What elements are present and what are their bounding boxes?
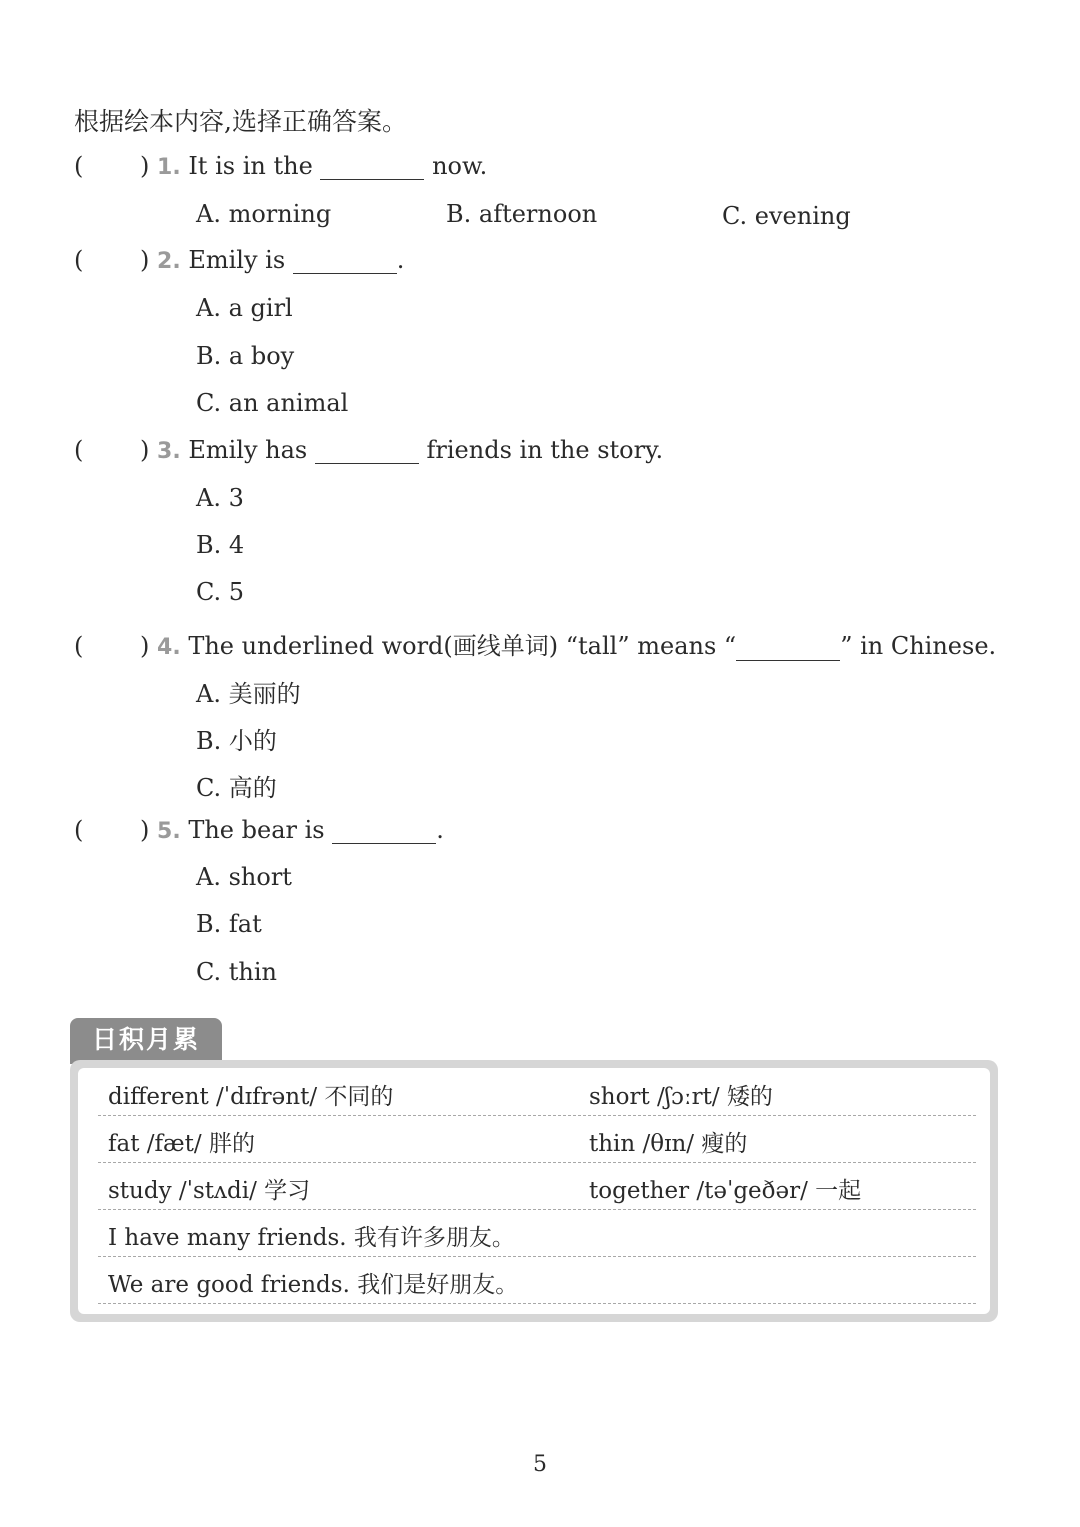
question-number: 4. [157,635,181,660]
vocab-section-title: 日积月累 [70,1018,222,1064]
question-number: 1. [157,155,181,180]
option-4c[interactable]: C. 高的 [196,774,277,802]
option-3a[interactable]: A. 3 [196,484,244,512]
question-2 [74,246,404,274]
vocab-sentence: We are good friends. 我们是好朋友。 [108,1272,519,1298]
question-text: Emily has [188,436,308,464]
answer-paren-close: ) [140,152,150,180]
answer-paren-close: ) [140,632,150,660]
question-5 [74,816,444,844]
question-text: Emily is [188,246,286,274]
instruction: 根据绘本内容,选择正确答案。 [74,107,407,136]
question-text-after: . [396,246,405,274]
option-5b[interactable]: B. fat [196,910,262,938]
answer-blank [315,437,419,464]
question-text: It is in the [188,152,313,180]
vocab-sentence: I have many friends. 我有许多朋友。 [108,1225,515,1251]
option-5c[interactable]: C. thin [196,958,277,986]
answer-paren-close: ) [140,246,150,274]
option-4b[interactable]: B. 小的 [196,727,277,755]
vocab-box-inner [78,1068,990,1314]
option-1a[interactable]: A. morning [196,200,332,228]
vocab-row [98,1068,976,1116]
question-number: 3. [157,439,181,464]
question-text: The underlined word(画线单词) “tall” means “ [188,632,737,660]
vocab-left: fat /fæt/ 胖的 [108,1131,255,1157]
question-3 [74,436,663,464]
answer-paren-open[interactable]: ( [74,632,84,660]
vocab-row [98,1115,976,1163]
question-text-after: . [436,816,444,844]
option-1c[interactable]: C. evening [722,202,851,230]
answer-paren-open[interactable]: ( [74,816,84,844]
option-2a[interactable]: A. a girl [196,294,293,322]
vocab-left: study /ˈstʌdi/ 学习 [108,1178,311,1204]
answer-paren-open[interactable]: ( [74,246,84,274]
question-text: The bear is [188,816,325,844]
vocab-row [98,1256,976,1304]
vocab-right: short /ʃɔːrt/ 矮的 [589,1084,773,1110]
answer-paren-open[interactable]: ( [74,436,84,464]
answer-paren-open[interactable]: ( [74,152,84,180]
page-number: 5 [533,1452,547,1477]
option-3b[interactable]: B. 4 [196,531,245,559]
question-number: 5. [157,819,181,844]
vocab-right: together /təˈgeðər/ 一起 [589,1178,862,1204]
question-4 [74,626,996,661]
option-2c[interactable]: C. an animal [196,389,349,417]
answer-paren-close: ) [140,436,150,464]
question-text-after: ” in Chinese. [840,632,997,660]
question-text-after: now. [432,152,488,180]
answer-blank [293,247,397,274]
vocab-box [70,1060,998,1322]
answer-blank [332,817,436,844]
answer-blank [320,153,424,180]
vocab-row [98,1162,976,1210]
vocab-right: thin /θɪn/ 瘦的 [589,1131,748,1157]
option-2b[interactable]: B. a boy [196,342,295,370]
option-5a[interactable]: A. short [196,863,292,891]
question-number: 2. [157,249,181,274]
option-1b[interactable]: B. afternoon [446,200,598,228]
vocab-row [98,1209,976,1257]
answer-paren-close: ) [140,816,150,844]
vocab-left: different /ˈdɪfrənt/ 不同的 [108,1084,394,1110]
answer-blank [736,634,840,661]
option-3c[interactable]: C. 5 [196,578,245,606]
option-4a[interactable]: A. 美丽的 [196,680,301,708]
question-1 [74,152,487,180]
question-text-after: friends in the story. [426,436,664,464]
